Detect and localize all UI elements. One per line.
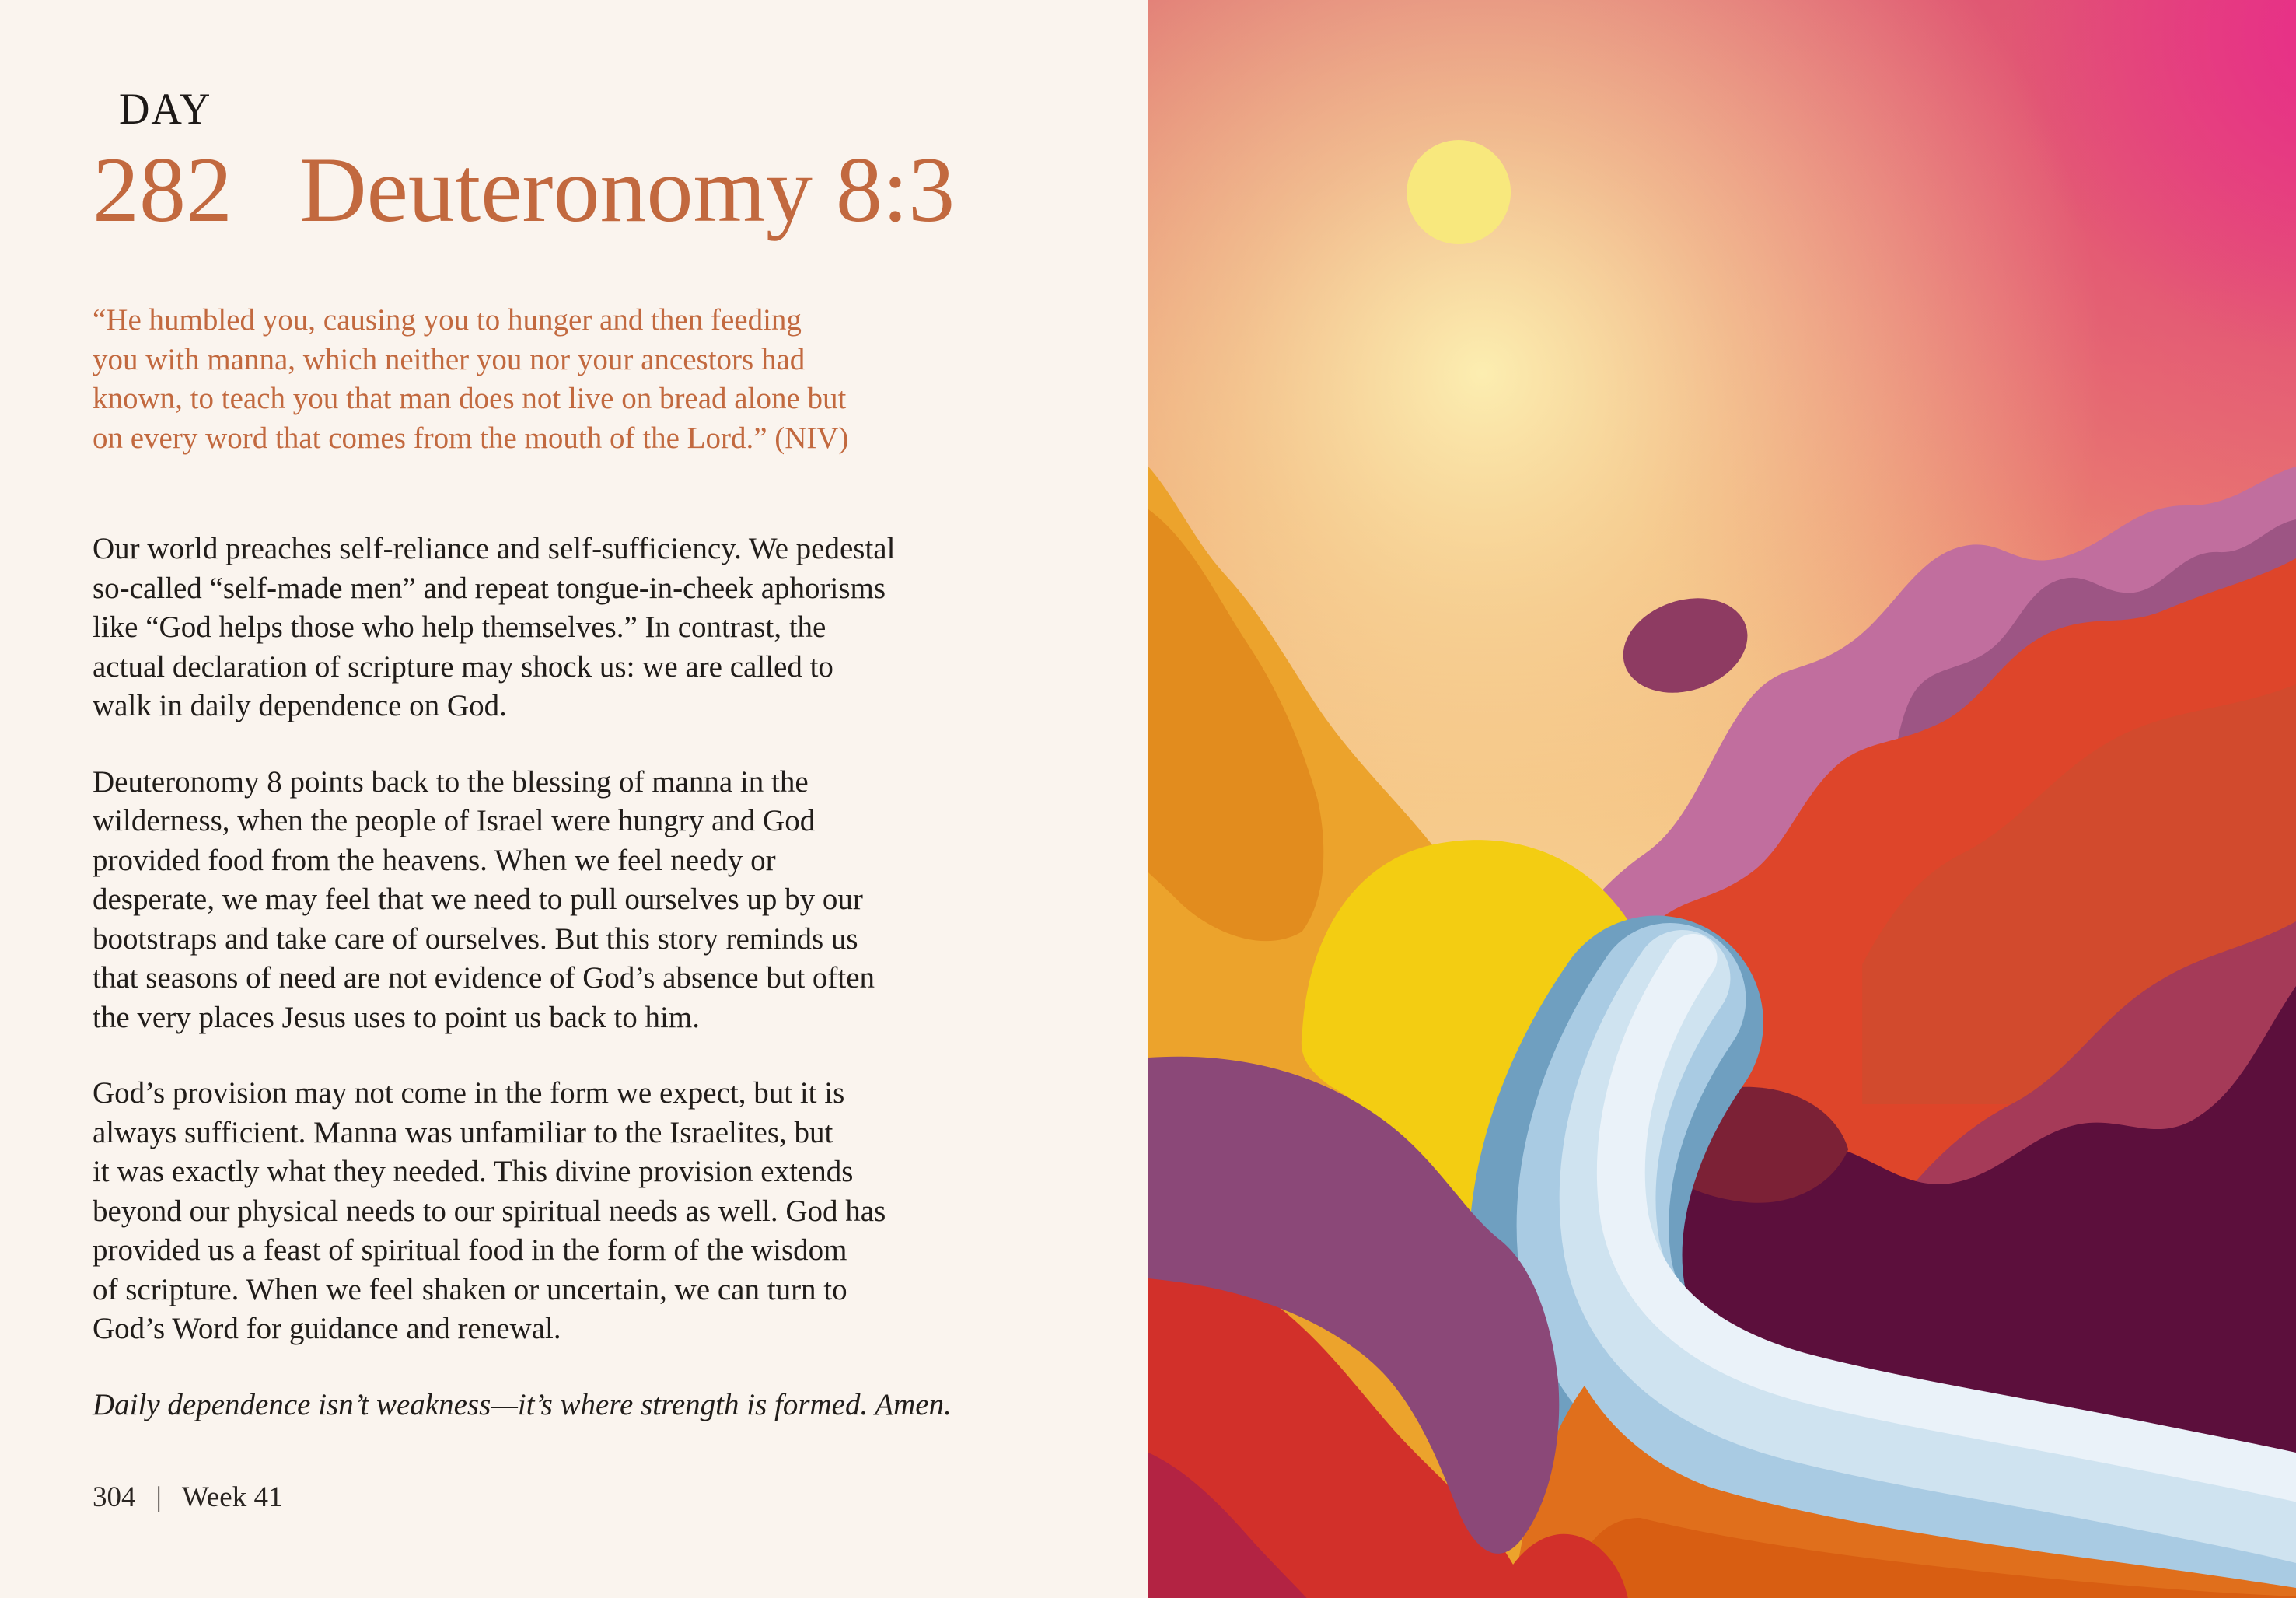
text-line: like “God helps those who help themselves.” In contrast, the [93, 610, 826, 644]
text-line: on every word that comes from the mouth of the Lord.” (NIV) [93, 421, 849, 455]
text-line: God’s provision may not come in the form we expect, but it is [93, 1076, 845, 1110]
week-label: Week 41 [181, 1481, 283, 1513]
text-line: always sufficient. Manna was unfamiliar to the Israelites, but [93, 1115, 833, 1149]
text-line: provided us a feast of spiritual food in the form of the wisdom [93, 1233, 847, 1267]
text-line: wilderness, when the people of Israel were hungry and God [93, 804, 816, 837]
text-line: the very places Jesus uses to point us back to him. [93, 1000, 700, 1034]
sunset-landscape-art [1148, 0, 2296, 1598]
body-paragraph-2 [93, 763, 1010, 1038]
page-content [93, 87, 1010, 1425]
text-line: Our world preaches self-reliance and self-sufficiency. We pedestal [93, 532, 896, 565]
closing-prayer-line: Daily dependence isn’t weakness—it’s where strength is formed. Amen. [93, 1387, 952, 1421]
day-number: 282 [93, 138, 232, 241]
text-line: bootstraps and take care of ourselves. But this story reminds us [93, 921, 858, 956]
text-line: God’s Word for guidance and renewal. [93, 1312, 561, 1345]
footer-separator: | [156, 1481, 162, 1513]
passage-title: Deuteronomy 8:3 [299, 138, 956, 241]
text-line: beyond our physical needs to our spiritual needs as well. God has [93, 1194, 886, 1228]
text-line: so-called “self-made men” and repeat tongue-in-cheek aphorisms [93, 571, 886, 605]
text-line: you with manna, which neither you nor your ancestors had [93, 342, 806, 376]
text-line: actual declaration of scripture may shock us: we are called to [93, 649, 833, 684]
devotional-illustration [1148, 0, 2296, 1598]
text-line: desperate, we may feel that we need to pull ourselves up by our [93, 883, 863, 916]
text-line: of scripture. When we feel shaken or uncertain, we can turn to [93, 1272, 847, 1306]
body-paragraph-1 [93, 530, 1010, 726]
page-title [93, 138, 1010, 241]
text-line: walk in daily dependence on God. [93, 689, 507, 722]
text-line: Deuteronomy 8 points back to the blessing of manna in the [93, 764, 809, 799]
text-line: known, to teach you that man does not live on bread alone but [93, 382, 847, 415]
sun [1407, 140, 1511, 244]
text-line: it was exactly what they needed. This divine provision extends [93, 1155, 854, 1188]
text-line: that seasons of need are not evidence of God’s absence but often [93, 961, 875, 995]
page-number: 304 [93, 1481, 136, 1513]
text-line: provided food from the heavens. When we feel needy or [93, 843, 776, 877]
day-kicker-label: DAY [119, 85, 212, 134]
scripture-quote [93, 301, 1010, 458]
text-line: “He humbled you, causing you to hunger and then feeding [93, 303, 802, 337]
page-footer [93, 1481, 282, 1514]
body-paragraph-3 [93, 1074, 1010, 1349]
